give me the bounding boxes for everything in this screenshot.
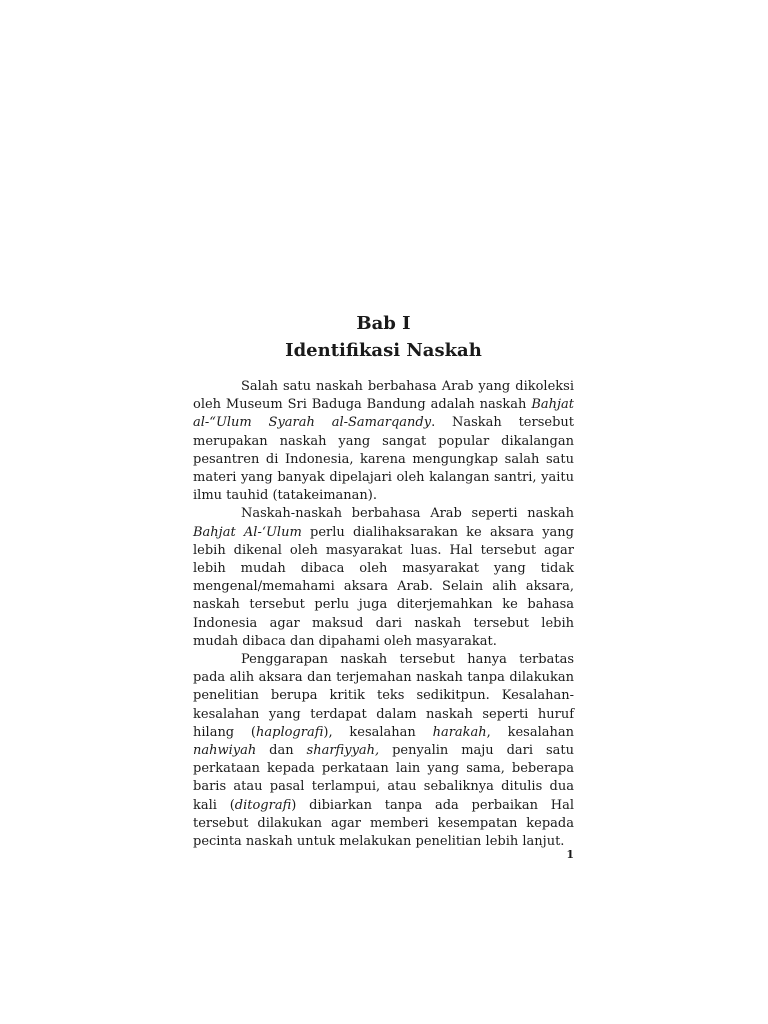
paragraph bbox=[193, 378, 574, 505]
page-number: 1 bbox=[566, 848, 574, 861]
text-run: Penggarapan naskah tersebut hanya terbatas pada alih aksara dan terjemahan naskah tanpa dilakukan penelitian berupa kritik teks sedikitpun. Kesalahan-kesalahan yang terdapat dalam naskah seperti huruf hilang ( bbox=[193, 652, 574, 740]
italic-term: ditografi bbox=[234, 797, 292, 813]
italic-term: nahwiyah bbox=[193, 743, 257, 759]
body-text bbox=[193, 378, 574, 851]
text-run: dan bbox=[256, 743, 307, 759]
paragraph bbox=[193, 505, 574, 651]
text-run: ) dibiarkan tanpa ada perbaikan Hal tersebut dilakukan agar memberi kesempatan kepada pecinta naskah untuk melakukan penelitian lebih lanjut. bbox=[193, 797, 574, 850]
text-run: . Naskah tersebut merupakan naskah yang sangat popular dikalangan pesantren di Indonesia, karena mengungkap salah satu materi yang banyak dipelajari oleh kalangan santri, yaitu ilmu tauhid (tatakeimanan). bbox=[193, 415, 574, 504]
text-run: Salah satu naskah berbahasa Arab yang dikoleksi oleh Museum Sri Baduga Bandung adalah naskah bbox=[193, 379, 574, 413]
paragraph bbox=[193, 651, 574, 851]
text-run: , kesalahan bbox=[486, 724, 574, 740]
italic-term: haplografi bbox=[256, 724, 324, 740]
text-run: penyalin maju dari satu perkataan kepada perkataan lain yang sama, beberapa baris atau pasal terlampui, atau sebaliknya ditulis dua kali ( bbox=[193, 743, 574, 813]
italic-term: harakah bbox=[432, 724, 487, 740]
chapter-title: Identifikasi Naskah bbox=[285, 340, 482, 361]
text-run: ), kesalahan bbox=[323, 724, 433, 740]
text-run: Naskah-naskah berbahasa Arab seperti naskah bbox=[241, 506, 574, 522]
chapter-label: Bab I bbox=[356, 313, 411, 334]
italic-term: Bahjat al-“Ulum Syarah al-Samarqandy bbox=[193, 397, 574, 431]
italic-term: Bahjat Al-‘Ulum bbox=[193, 524, 302, 540]
text-run: perlu dialihaksarakan ke aksara yang lebih dikenal oleh masyarakat luas. Hal tersebut agar lebih mudah dibaca oleh masyarakat yang tidak mengenal/memahami aksara Arab. Selain alih aksara, naskah tersebut perlu juga diterjemahkan ke bahasa Indonesia agar maksud dari naskah tersebut lebih mudah dibaca dan dipahami oleh masyarakat. bbox=[193, 524, 574, 649]
italic-term: sharfiyyah, bbox=[306, 743, 380, 759]
